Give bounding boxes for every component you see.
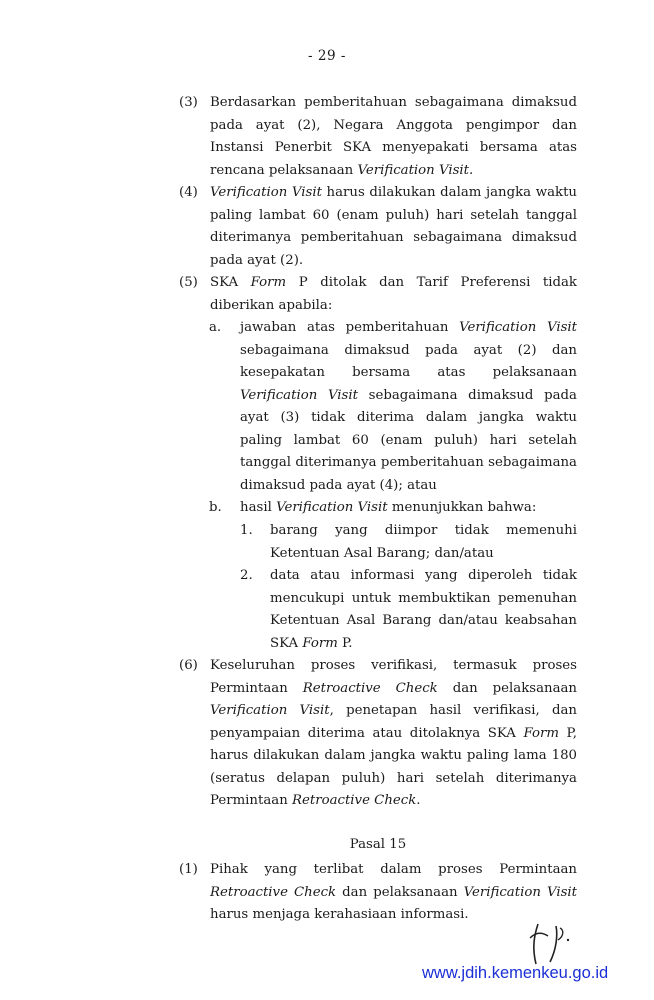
- sub-sub-item-2: [240, 565, 577, 655]
- article-heading: Pasal 15: [349, 837, 407, 852]
- paragraph-number: (4): [179, 185, 198, 200]
- sub-item-text: hasil Verification Visit menunjukkan bahwa:: [240, 500, 537, 515]
- sub-sub-item-number: 1.: [240, 523, 253, 538]
- sub-sub-item-number: 2.: [240, 568, 253, 583]
- sub-item-a: [209, 317, 577, 497]
- paragraph-text: Keseluruhan proses verifikasi, termasuk proses Permintaan Retroactive Check dan pelaksanaan Verification Visit, penetapan hasil verifikasi, dan penyampaian diterima atau ditolaknya SKA Form P, harus dilakukan dalam jangka waktu paling lama 180 (seratus delapan puluh) hari setelah diterimanya Permintaan Retroactive Check.: [210, 658, 577, 808]
- paragraph-number: (6): [179, 658, 198, 673]
- paragraph-text: SKA Form P ditolak dan Tarif Preferensi tidak diberikan apabila:: [210, 275, 577, 313]
- paragraph-3: [179, 92, 577, 182]
- sub-sub-item-1: [240, 520, 577, 565]
- paragraph-number: (3): [179, 95, 198, 110]
- paragraph-number: (5): [179, 275, 198, 290]
- paragraph-text: Berdasarkan pemberitahuan sebagaimana dimaksud pada ayat (2), Negara Anggota pengimpor dan Instansi Penerbit SKA menyepakati bersama atas rencana pelaksanaan Verification Visit.: [210, 95, 577, 178]
- paragraph-number: (1): [179, 862, 198, 877]
- page-number: - 29 -: [308, 48, 346, 64]
- sub-sub-item-text: barang yang diimpor tidak memenuhi Ketentuan Asal Barang; dan/atau: [270, 523, 577, 561]
- paragraph-text: Verification Visit harus dilakukan dalam jangka waktu paling lambat 60 (enam puluh) hari setelah tanggal diterimanya pemberitahuan sebagaimana dimaksud pada ayat (2).: [210, 185, 577, 268]
- sub-item-text: jawaban atas pemberitahuan Verification Visit sebagaimana dimaksud pada ayat (2) dan kesepakatan bersama atas pelaksanaan Verification Visit sebagaimana dimaksud pada ayat (3) tidak diterima dalam jangka waktu paling lambat 60 (enam puluh) hari setelah tanggal diterimanya pemberitahuan sebagaimana dimaksud pada ayat (4); atau: [240, 320, 577, 493]
- sub-item-letter: a.: [209, 320, 222, 335]
- paragraph-text: Pihak yang terlibat dalam proses Permintaan Retroactive Check dan pelaksanaan Verification Visit harus menjaga kerahasiaan informasi.: [210, 862, 577, 922]
- sub-sub-item-text: data atau informasi yang diperoleh tidak mencukupi untuk membuktikan pemenuhan Ketentuan Asal Barang dan/atau keabsahan SKA Form P.: [270, 568, 577, 651]
- sub-item-b: [209, 497, 577, 520]
- paragraph-4: [179, 182, 577, 272]
- signature-mark: [520, 918, 590, 968]
- footer-url-link[interactable]: www.jdih.kemenkeu.go.id: [422, 964, 609, 982]
- paragraph-5: [179, 272, 577, 317]
- article-paragraph-1: [179, 859, 577, 927]
- paragraph-6: [179, 655, 577, 813]
- sub-item-letter: b.: [209, 500, 222, 515]
